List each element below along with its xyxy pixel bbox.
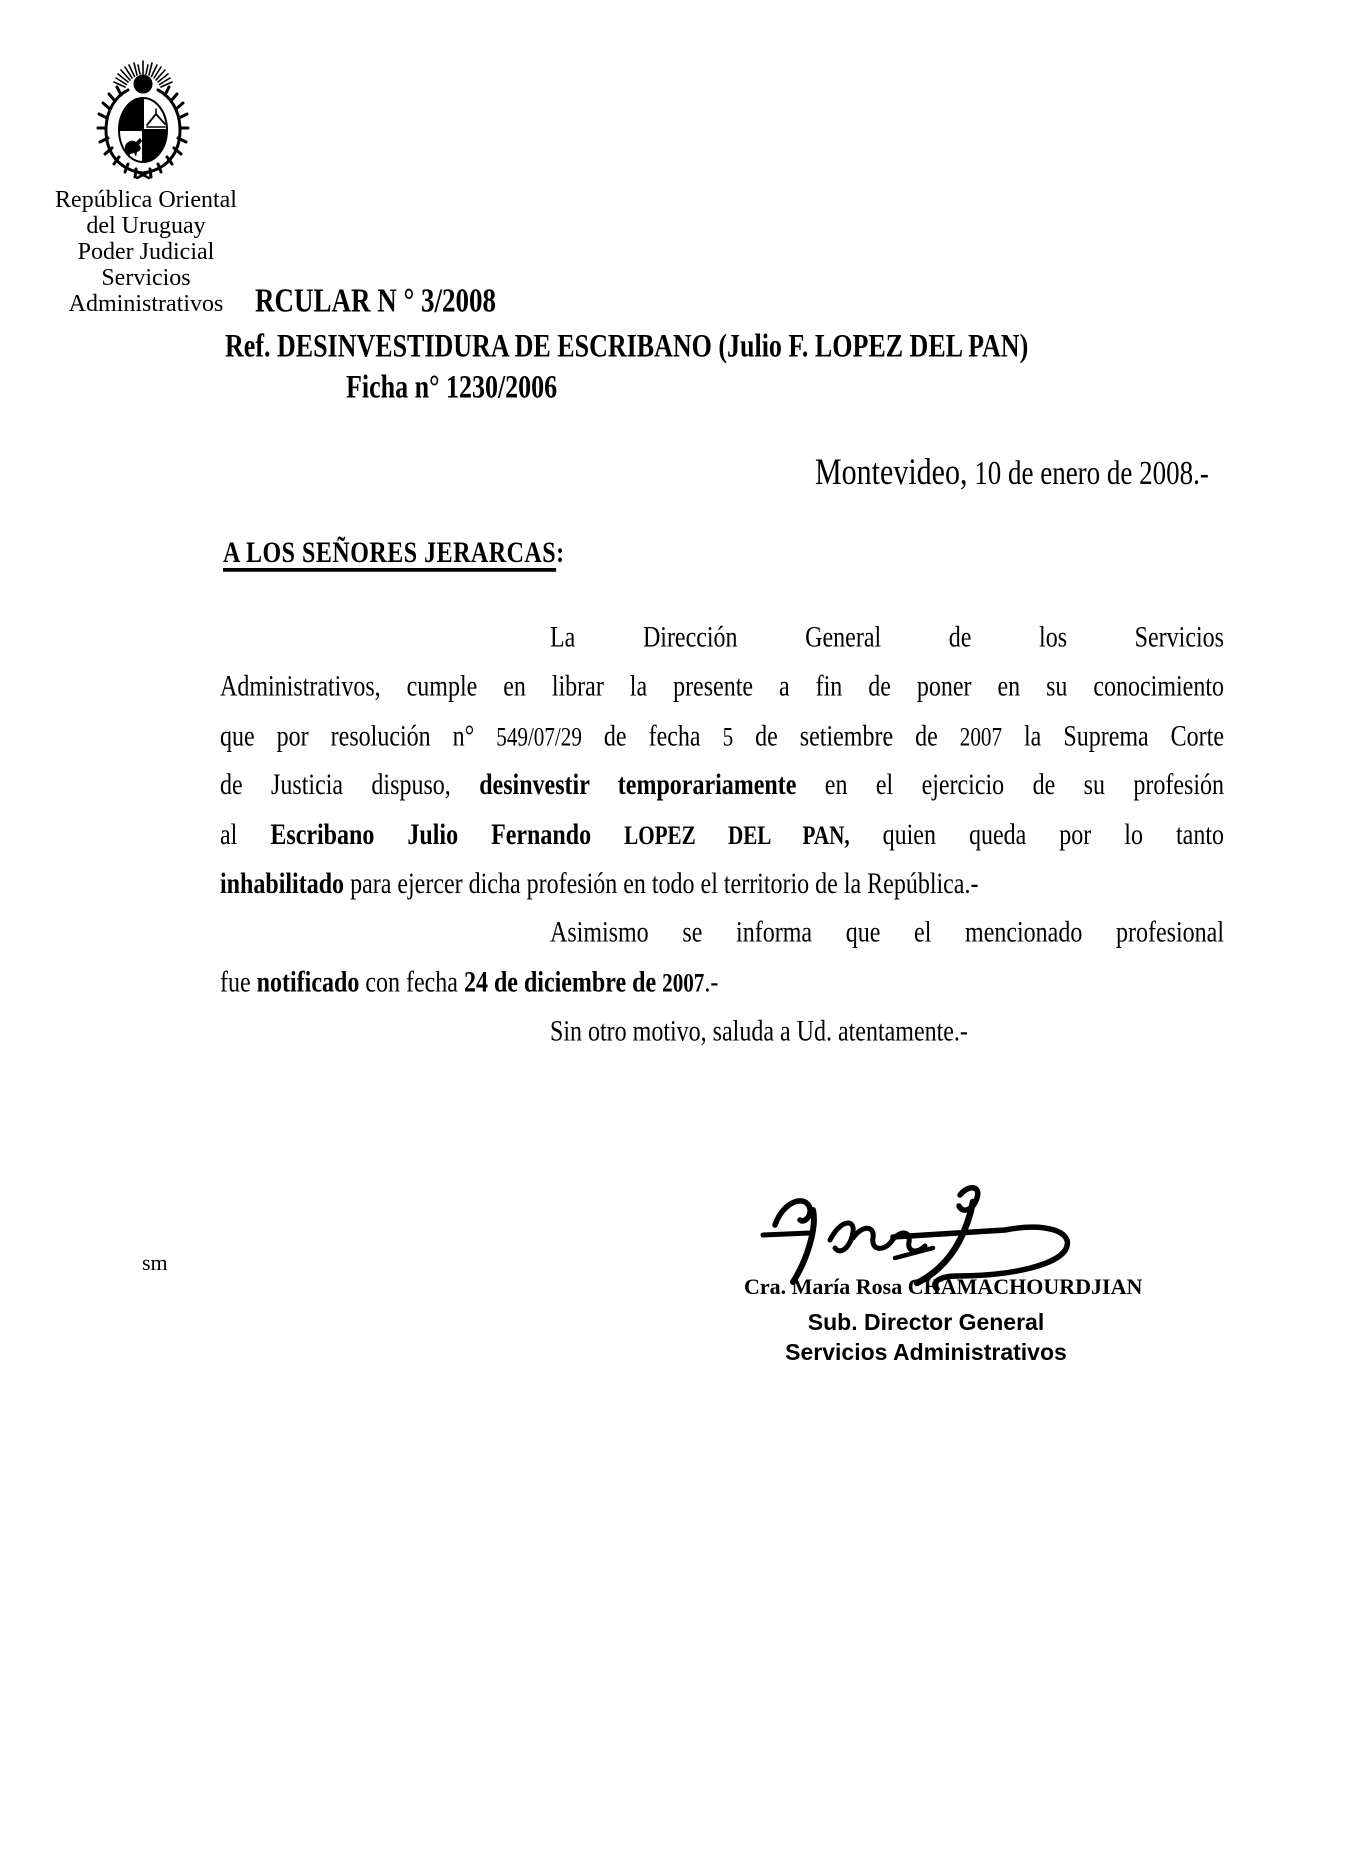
body-text-run: de fecha [581,720,723,753]
signer-name: Cra. María Rosa CHAMACHOURDJIAN [744,1274,1143,1299]
body-text-run: La Dirección General de los Servicios [550,621,1224,654]
body-text-run: desinvestir temporariamente [479,769,797,802]
body-text-run: 549/07/29 [496,721,582,752]
body-text-run: notificado [256,966,360,999]
body-text-run: quien queda por lo tanto [849,818,1224,852]
body-line [220,614,1224,663]
body-line [220,762,1224,811]
letter-body [220,614,1224,1057]
salutation-text: A LOS SEÑORES JERARCAS [223,536,557,570]
body-text-run: la Suprema Corte [1002,720,1224,753]
body-text-run: fue [220,966,257,999]
body-text-run: .- [704,966,719,999]
body-text-run: 5 [722,721,734,752]
letterhead-line: Servicios [101,265,191,291]
body-text-run: Escribano Julio Fernando [270,818,625,852]
signer-titles [780,1308,1072,1367]
body-line [220,811,1224,860]
body-text-run: Sin otro motivo, saluda a Ud. atentamente.- [550,1015,968,1049]
body-text-run: 24 de diciembre de [463,966,663,999]
letterhead-line: del Uruguay [86,213,206,239]
letterhead [26,187,266,317]
letterhead-line: Poder Judicial [77,239,215,265]
body-text-run: 2007 [959,721,1002,752]
salutation-colon: : [556,536,565,570]
signer-title-2: Servicios Administrativos [785,1338,1067,1365]
body-line [220,713,1224,762]
body-text-run: en el ejercicio de su profesión [796,769,1224,802]
body-line [220,910,1224,959]
body-line [220,959,1224,1008]
body-text-run: LOPEZ DEL PAN, [624,819,850,850]
letterhead-line: República Oriental [55,187,237,213]
body-text-run: Asimismo se informa que el mencionado profesional [550,917,1224,950]
typist-initials: sm [142,1250,168,1275]
body-text-run: que por resolución n° [220,720,497,753]
reference-line: Ref. DESINVESTIDURA DE ESCRIBANO (Julio F. LOPEZ DEL PAN) [225,327,1029,364]
dateline-date: 10 de enero de 2008.- [967,454,1209,492]
salutation [223,538,565,568]
letterhead-line: Administrativos [68,291,224,317]
body-text-run: para ejercer dicha profesión en todo el territorio de la República.- [344,867,979,901]
dateline-city: Montevideo, [815,451,968,493]
body-line [220,860,1224,909]
body-line [220,1008,1224,1057]
body-text-run: inhabilitado [220,867,345,901]
body-text-run: al [220,818,271,852]
body-text-run: de setiembre de [733,720,960,753]
dateline [815,451,1209,493]
signer-title-1: Sub. Director General [807,1309,1045,1335]
circular-number: RCULAR N ° 3/2008 [255,281,497,319]
file-number: Ficha n° 1230/2006 [346,368,558,405]
body-text-run: Administrativos, cumple en librar la presente a fin de poner en su conocimiento [220,670,1224,704]
uruguay-coat-of-arms-icon [90,60,196,180]
body-text-run: 2007 [662,967,705,998]
body-text-run: con fecha [359,966,464,999]
body-text-run: de Justicia dispuso, [220,769,480,802]
body-line [220,663,1224,712]
signature-scribble-icon [745,1180,1075,1320]
